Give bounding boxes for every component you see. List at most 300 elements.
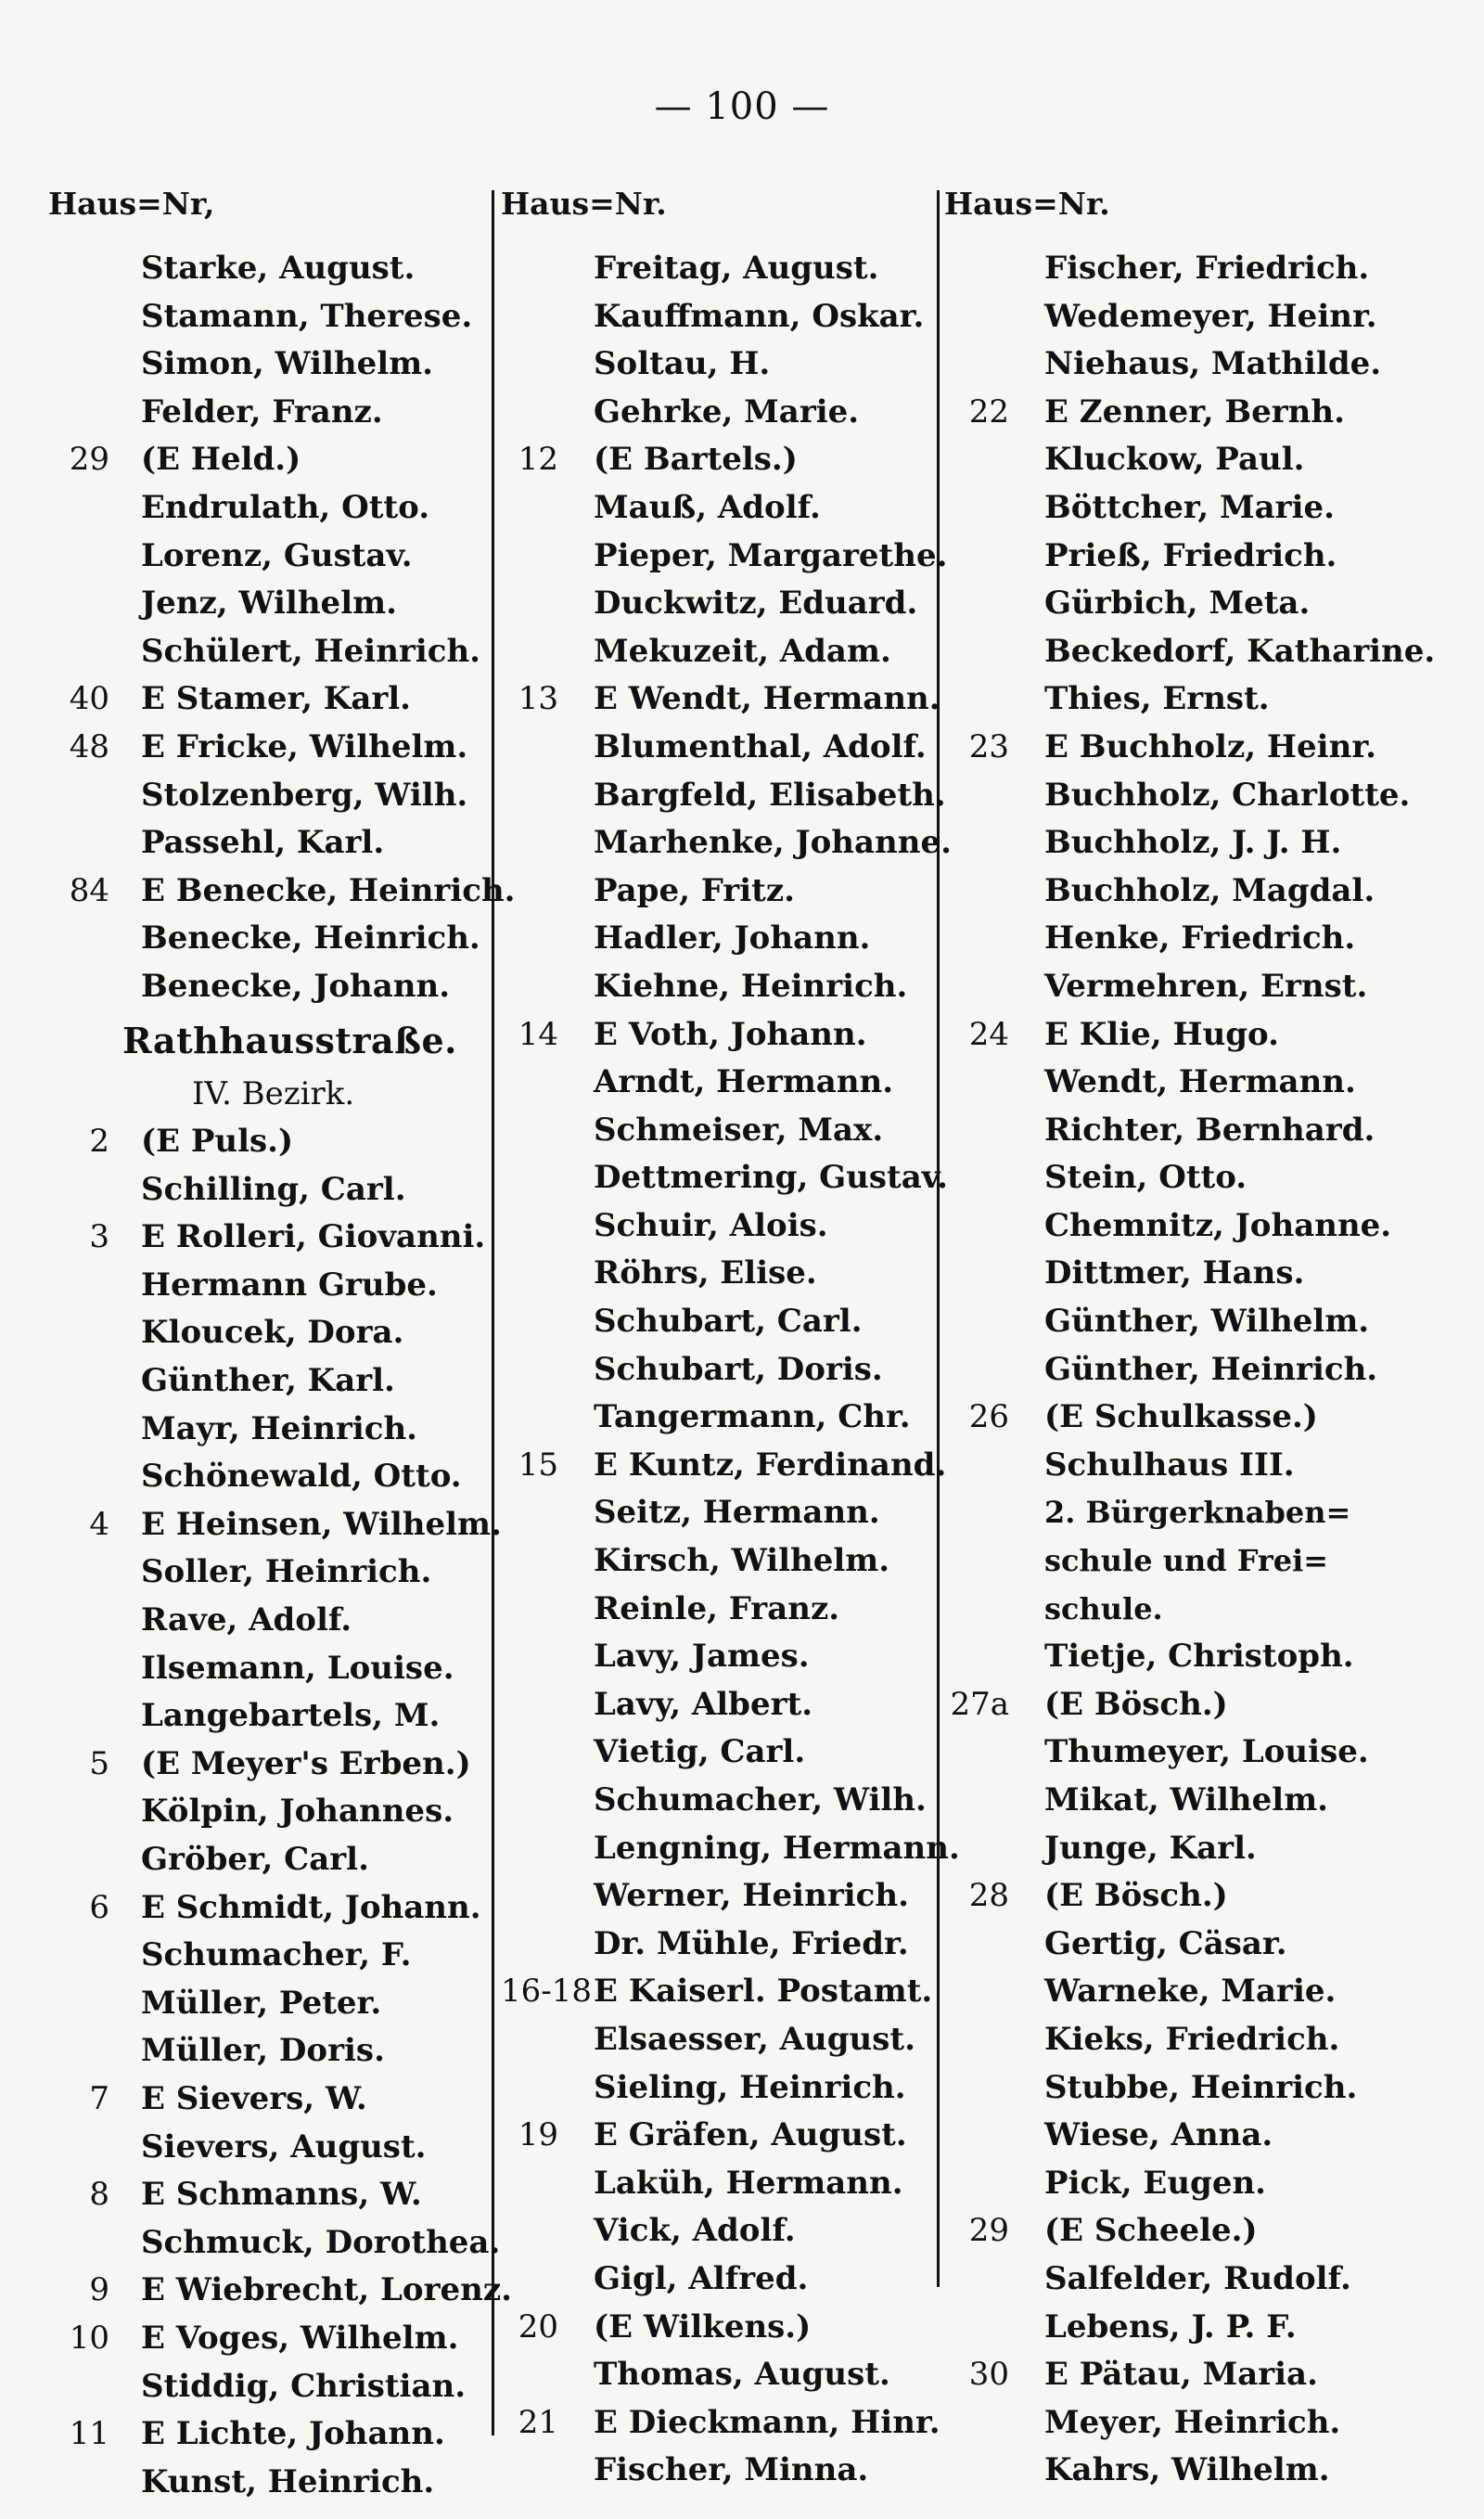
- directory-row: [944, 963, 1464, 1011]
- resident-name: Benecke, Heinrich.: [141, 919, 480, 957]
- directory-row: [48, 963, 531, 1011]
- directory-row: [501, 915, 965, 963]
- directory-row: [501, 1633, 965, 1681]
- column-header: Haus=Nr.: [501, 186, 667, 222]
- directory-row: [48, 2363, 531, 2411]
- resident-name: Sieling, Heinrich.: [594, 2068, 906, 2106]
- directory-row: [48, 2315, 531, 2363]
- directory-row: [944, 533, 1464, 581]
- directory-row: [944, 1394, 1464, 1442]
- directory-row: [48, 484, 531, 533]
- page-number: — 100 —: [654, 85, 830, 128]
- directory-row: [48, 2027, 531, 2076]
- directory-row: [944, 1633, 1464, 1681]
- resident-name: Kahrs, Wilhelm.: [1044, 2451, 1330, 2489]
- directory-row: [48, 436, 531, 484]
- resident-name: Prieß, Friedrich.: [1044, 536, 1337, 574]
- resident-name: Schubart, Carl.: [594, 1303, 863, 1341]
- resident-name: Soller, Heinrich.: [141, 1553, 432, 1591]
- directory-row: [501, 245, 965, 293]
- resident-name: Stiddig, Christian.: [141, 2367, 467, 2405]
- resident-name: Schuir, Alois.: [594, 1206, 828, 1244]
- resident-name: Wendt, Hermann.: [1044, 1063, 1356, 1101]
- resident-name: Buchholz, Magdal.: [1044, 871, 1375, 909]
- resident-name: Günther, Karl.: [141, 1362, 395, 1400]
- resident-name: Günther, Heinrich.: [1044, 1350, 1378, 1388]
- resident-name: (E Bösch.): [1044, 1877, 1228, 1915]
- resident-name: Elsaesser, August.: [594, 2020, 915, 2058]
- directory-row: [501, 293, 965, 341]
- directory-row: [48, 1262, 531, 1310]
- directory-row: [501, 1202, 965, 1251]
- directory-row: [48, 1357, 531, 1406]
- street-name: Rathhausstraße.: [122, 1019, 457, 1061]
- resident-name: Röhrs, Elise.: [594, 1254, 817, 1292]
- house-number: 9: [89, 2271, 109, 2309]
- resident-name: E Klie, Hugo.: [1044, 1015, 1279, 1053]
- resident-name: Pape, Fritz.: [594, 871, 795, 909]
- house-number: 29: [69, 441, 109, 479]
- directory-row: [48, 1214, 531, 1262]
- directory-row: [944, 2160, 1464, 2208]
- directory-row: [501, 2399, 965, 2448]
- resident-name: Fischer, Minna.: [594, 2451, 869, 2489]
- directory-row: [944, 484, 1464, 533]
- resident-name: Gertig, Cäsar.: [1044, 1924, 1287, 1962]
- directory-row: [501, 2351, 965, 2399]
- house-number: 48: [69, 727, 109, 765]
- resident-name: schule und Frei=: [1044, 1543, 1329, 1579]
- directory-row: [501, 1729, 965, 1777]
- house-number: 21: [518, 2403, 558, 2441]
- directory-row: [48, 293, 531, 341]
- directory-row: [944, 628, 1464, 676]
- resident-name: Ilsemann, Louise.: [141, 1649, 454, 1687]
- directory-row: [48, 580, 531, 628]
- directory-row: [944, 675, 1464, 724]
- resident-name: Schumacher, F.: [141, 1936, 412, 1974]
- directory-row: [48, 1645, 531, 1693]
- resident-name: Thies, Ernst.: [1044, 680, 1270, 718]
- resident-name: schule.: [1044, 1590, 1163, 1626]
- resident-name: Lebens, J. P. F.: [1044, 2307, 1297, 2345]
- resident-name: Buchholz, J. J. H.: [1044, 824, 1342, 862]
- house-number: 23: [968, 727, 1009, 765]
- resident-name: Kloucek, Dora.: [141, 1314, 404, 1352]
- house-number: 5: [89, 1744, 109, 1782]
- resident-name: Werner, Heinrich.: [594, 1877, 909, 1915]
- street-heading: [48, 1011, 531, 1071]
- resident-name: Pieper, Margarethe.: [594, 536, 948, 574]
- house-number: 3: [89, 1218, 109, 1256]
- resident-name: Richter, Bernhard.: [1044, 1111, 1375, 1149]
- directory-row: [48, 2459, 531, 2507]
- directory-row: [501, 1059, 965, 1107]
- resident-name: E Stamer, Karl.: [141, 680, 412, 718]
- resident-name: Jenz, Wilhelm.: [141, 585, 397, 623]
- directory-row: [501, 2112, 965, 2160]
- resident-name: Dr. Mühle, Friedr.: [594, 1924, 909, 1962]
- resident-name: Vietig, Carl.: [594, 1733, 806, 1771]
- resident-name: Thumeyer, Louise.: [1044, 1733, 1369, 1771]
- directory-row: [501, 963, 965, 1011]
- resident-name: Fischer, Friedrich.: [1044, 250, 1370, 287]
- resident-name: E Lichte, Johann.: [141, 2415, 445, 2453]
- resident-name: E Buchholz, Heinr.: [1044, 727, 1376, 765]
- house-number: 8: [89, 2176, 109, 2214]
- house-number: 6: [89, 1888, 109, 1926]
- resident-name: Böttcher, Marie.: [1044, 488, 1335, 526]
- directory-row: [501, 2016, 965, 2064]
- directory-row: [944, 2064, 1464, 2113]
- directory-row: [944, 1921, 1464, 1969]
- directory-row: [501, 1777, 965, 1825]
- directory-row: [48, 1932, 531, 1980]
- directory-row: [48, 1692, 531, 1741]
- directory-row: [48, 724, 531, 772]
- resident-name: (E Meyer's Erben.): [141, 1744, 471, 1782]
- resident-name: Müller, Doris.: [141, 2032, 385, 2070]
- house-number: 10: [69, 2319, 109, 2357]
- resident-name: Kunst, Heinrich.: [141, 2462, 435, 2500]
- house-number: 27a: [950, 1685, 1009, 1723]
- directory-row: [944, 245, 1464, 293]
- directory-row: [944, 772, 1464, 820]
- directory-row: [501, 389, 965, 437]
- directory-row: [501, 2447, 965, 2495]
- resident-name: E Kuntz, Ferdinand.: [594, 1446, 947, 1484]
- resident-name: Simon, Wilhelm.: [141, 345, 434, 383]
- resident-name: Freitag, August.: [594, 250, 879, 287]
- directory-row: [48, 2267, 531, 2315]
- directory-row: [944, 2256, 1464, 2304]
- resident-name: Lorenz, Gustav.: [141, 536, 413, 574]
- directory-row: [944, 2399, 1464, 2448]
- house-number: 40: [69, 680, 109, 718]
- directory-row: [944, 1346, 1464, 1394]
- resident-name: Langebartels, M.: [141, 1697, 441, 1735]
- directory-row: [501, 1921, 965, 1969]
- directory-row: [944, 1825, 1464, 1873]
- district-label: [48, 1071, 531, 1119]
- directory-row: [501, 1825, 965, 1873]
- directory-row: [501, 1250, 965, 1298]
- resident-name: Mikat, Wilhelm.: [1044, 1781, 1329, 1819]
- house-number: 12: [518, 441, 558, 479]
- directory-row: [48, 628, 531, 676]
- resident-name: Meyer, Heinrich.: [1044, 2403, 1341, 2441]
- directory-row: [48, 819, 531, 868]
- resident-name: Starke, August.: [141, 250, 416, 287]
- directory-row: [944, 1107, 1464, 1155]
- directory-row: [48, 2171, 531, 2219]
- resident-name: E Dieckmann, Hinr.: [594, 2403, 940, 2441]
- directory-row: [944, 1442, 1464, 1490]
- house-number: 22: [968, 392, 1009, 431]
- directory-row: [48, 1788, 531, 1836]
- directory-row: [944, 2447, 1464, 2495]
- directory-row: [944, 1777, 1464, 1825]
- resident-name: E Schmanns, W.: [141, 2176, 422, 2214]
- resident-name: (E Bösch.): [1044, 1685, 1228, 1723]
- resident-name: Chemnitz, Johanne.: [1044, 1206, 1392, 1244]
- resident-name: Schmuck, Dorothea.: [141, 2223, 501, 2261]
- resident-name: E Kaiserl. Postamt.: [594, 1973, 933, 2011]
- resident-name: Felder, Franz.: [141, 392, 383, 431]
- entry-list: [48, 245, 531, 2506]
- directory-row: [48, 1836, 531, 1884]
- resident-name: (E Bartels.): [594, 441, 798, 479]
- resident-name: E Rolleri, Giovanni.: [141, 1218, 486, 1256]
- resident-name: Junge, Karl.: [1044, 1829, 1257, 1867]
- resident-name: Schulhaus III.: [1044, 1446, 1295, 1484]
- column-header: Haus=Nr,: [48, 186, 215, 222]
- resident-name: Gürbich, Meta.: [1044, 585, 1311, 623]
- directory-row: [501, 1968, 965, 2016]
- directory-row: [944, 915, 1464, 963]
- directory-row: [501, 1154, 965, 1202]
- directory-row: [48, 1741, 531, 1789]
- house-number: 28: [968, 1877, 1009, 1915]
- house-number: 30: [968, 2356, 1009, 2394]
- directory-row: [48, 675, 531, 724]
- resident-name: IV. Bezirk.: [192, 1074, 355, 1112]
- resident-name: E Schmidt, Johann.: [141, 1888, 481, 1926]
- resident-name: E Zenner, Bernh.: [1044, 392, 1345, 431]
- directory-row: [944, 1154, 1464, 1202]
- house-number: 19: [518, 2116, 558, 2154]
- resident-name: E Benecke, Heinrich.: [141, 871, 516, 909]
- resident-name: Soltau, H.: [594, 345, 771, 383]
- resident-name: (E Wilkens.): [594, 2307, 812, 2345]
- directory-row: [944, 293, 1464, 341]
- resident-name: Niehaus, Mathilde.: [1044, 345, 1382, 383]
- directory-row: [48, 772, 531, 820]
- house-number: 2: [89, 1123, 109, 1161]
- resident-name: Rave, Adolf.: [141, 1601, 352, 1639]
- resident-name: Tietje, Christoph.: [1044, 1638, 1354, 1676]
- directory-row: [944, 1872, 1464, 1921]
- resident-name: Schmeiser, Max.: [594, 1111, 884, 1149]
- house-number: 4: [89, 1505, 109, 1543]
- resident-name: Passehl, Karl.: [141, 824, 385, 862]
- house-number: 24: [968, 1015, 1009, 1053]
- directory-row: [944, 389, 1464, 437]
- resident-name: Gröber, Carl.: [141, 1841, 369, 1878]
- directory-row: [944, 1729, 1464, 1777]
- directory-row: [501, 724, 965, 772]
- resident-name: E Pätau, Maria.: [1044, 2356, 1318, 2394]
- resident-name: Warneke, Marie.: [1044, 1973, 1337, 2011]
- directory-row: [944, 2207, 1464, 2256]
- resident-name: Kluckow, Paul.: [1044, 441, 1305, 479]
- resident-name: (E Schulkasse.): [1044, 1398, 1318, 1436]
- resident-name: Kölpin, Johannes.: [141, 1793, 454, 1831]
- resident-name: Salfelder, Rudolf.: [1044, 2259, 1351, 2297]
- directory-row: [48, 1166, 531, 1215]
- directory-row: [48, 1406, 531, 1454]
- house-number: 14: [518, 1015, 558, 1053]
- directory-row: [944, 1250, 1464, 1298]
- entry-list: [944, 245, 1464, 2495]
- resident-name: Laküh, Hermann.: [594, 2164, 903, 2202]
- directory-row: [48, 2410, 531, 2459]
- resident-name: Benecke, Johann.: [141, 967, 451, 1005]
- directory-row: [944, 1011, 1464, 1060]
- directory-row: [944, 1298, 1464, 1346]
- resident-name: Kirsch, Wilhelm.: [594, 1542, 890, 1580]
- directory-row: [944, 2351, 1464, 2399]
- directory-row: [944, 819, 1464, 868]
- resident-name: Mayr, Heinrich.: [141, 1409, 418, 1447]
- resident-name: Schubart, Doris.: [594, 1350, 883, 1388]
- directory-row: [48, 1549, 531, 1597]
- resident-name: Kauffmann, Oskar.: [594, 297, 925, 335]
- directory-row: [501, 1346, 965, 1394]
- resident-name: Schülert, Heinrich.: [141, 632, 481, 670]
- directory-row: [501, 1537, 965, 1586]
- directory-row: [48, 2076, 531, 2124]
- directory-row: [48, 1884, 531, 1933]
- directory-row: [48, 1501, 531, 1549]
- resident-name: Sievers, August.: [141, 2127, 427, 2166]
- directory-row: [48, 2219, 531, 2268]
- directory-row: [48, 1309, 531, 1357]
- directory-row: [944, 1681, 1464, 1729]
- resident-name: Schumacher, Wilh.: [594, 1781, 927, 1819]
- resident-name: Schönewald, Otto.: [141, 1458, 462, 1496]
- resident-name: E Wendt, Hermann.: [594, 680, 940, 718]
- directory-row: [944, 1537, 1464, 1586]
- directory-row: [944, 1586, 1464, 1634]
- directory-row: [501, 533, 965, 581]
- directory-row: [501, 772, 965, 820]
- directory-row: [48, 389, 531, 437]
- directory-row: [944, 1489, 1464, 1537]
- resident-name: Vermehren, Ernst.: [1044, 967, 1368, 1005]
- resident-name: Reinle, Franz.: [594, 1589, 840, 1627]
- resident-name: Vick, Adolf.: [594, 2212, 796, 2250]
- resident-name: Gigl, Alfred.: [594, 2259, 809, 2297]
- directory-row: [944, 1202, 1464, 1251]
- directory-row: [48, 1980, 531, 2028]
- resident-name: E Wiebrecht, Lorenz.: [141, 2271, 512, 2309]
- house-number: 20: [518, 2307, 558, 2345]
- directory-row: [48, 2124, 531, 2172]
- resident-name: Dittmer, Hans.: [1044, 1254, 1305, 1292]
- resident-name: Hadler, Johann.: [594, 919, 871, 957]
- resident-name: Lengning, Hermann.: [594, 1829, 960, 1867]
- directory-row: [501, 1872, 965, 1921]
- resident-name: Stamann, Therese.: [141, 297, 473, 335]
- directory-row: [501, 2256, 965, 2304]
- resident-name: Arndt, Hermann.: [594, 1063, 894, 1101]
- directory-row: [944, 1059, 1464, 1107]
- resident-name: Blumenthal, Adolf.: [594, 727, 927, 765]
- resident-name: Stein, Otto.: [1044, 1159, 1247, 1197]
- directory-row: [501, 1442, 965, 1490]
- directory-row: [944, 1968, 1464, 2016]
- house-number: 16-18: [501, 1973, 593, 2011]
- directory-row: [501, 2064, 965, 2113]
- directory-row: [501, 2160, 965, 2208]
- resident-name: Tangermann, Chr.: [594, 1398, 911, 1436]
- resident-name: Buchholz, Charlotte.: [1044, 776, 1411, 814]
- resident-name: Henke, Friedrich.: [1044, 919, 1356, 957]
- resident-name: Wedemeyer, Heinr.: [1044, 297, 1377, 335]
- house-number: 29: [968, 2212, 1009, 2250]
- directory-row: [501, 2207, 965, 2256]
- resident-name: Lavy, James.: [594, 1638, 810, 1676]
- resident-name: Lavy, Albert.: [594, 1685, 813, 1723]
- directory-row: [48, 1118, 531, 1166]
- directory-row: [501, 819, 965, 868]
- directory-row: [501, 1298, 965, 1346]
- resident-name: Bargfeld, Elisabeth.: [594, 776, 946, 814]
- resident-name: E Fricke, Wilhelm.: [141, 727, 468, 765]
- directory-row: [48, 868, 531, 916]
- resident-name: Kieks, Friedrich.: [1044, 2020, 1340, 2058]
- directory-row: [944, 2112, 1464, 2160]
- directory-row: [501, 1107, 965, 1155]
- directory-row: [944, 2304, 1464, 2352]
- directory-row: [48, 915, 531, 963]
- resident-name: (E Held.): [141, 441, 301, 479]
- column-1: [48, 186, 531, 2506]
- directory-row: [501, 484, 965, 533]
- resident-name: Pick, Eugen.: [1044, 2164, 1267, 2202]
- resident-name: Mekuzeit, Adam.: [594, 632, 891, 670]
- resident-name: Thomas, August.: [594, 2356, 890, 2394]
- resident-name: E Heinsen, Wilhelm.: [141, 1505, 502, 1543]
- directory-row: [944, 436, 1464, 484]
- directory-row: [501, 1681, 965, 1729]
- house-number: 15: [518, 1446, 558, 1484]
- resident-name: E Gräfen, August.: [594, 2116, 907, 2154]
- directory-row: [501, 1011, 965, 1060]
- directory-row: [48, 341, 531, 389]
- directory-row: [944, 724, 1464, 772]
- directory-row: [501, 868, 965, 916]
- directory-row: [944, 341, 1464, 389]
- directory-row: [501, 1489, 965, 1537]
- resident-name: Endrulath, Otto.: [141, 488, 430, 526]
- resident-name: E Voges, Wilhelm.: [141, 2319, 459, 2357]
- resident-name: Seitz, Hermann.: [594, 1494, 880, 1532]
- directory-row: [501, 2304, 965, 2352]
- house-number: 11: [69, 2415, 109, 2453]
- resident-name: Dettmering, Gustav.: [594, 1159, 948, 1197]
- directory-row: [501, 628, 965, 676]
- house-number: 13: [518, 680, 558, 718]
- directory-row: [501, 1586, 965, 1634]
- directory-row: [48, 1597, 531, 1645]
- house-number: 84: [69, 871, 109, 909]
- resident-name: Kiehne, Heinrich.: [594, 967, 908, 1005]
- resident-name: Schilling, Carl.: [141, 1170, 406, 1208]
- directory-row: [48, 1453, 531, 1501]
- resident-name: Beckedorf, Katharine.: [1044, 632, 1436, 670]
- resident-name: 2. Bürgerknaben=: [1044, 1495, 1351, 1531]
- column-3: [944, 186, 1464, 2495]
- column-header: Haus=Nr.: [944, 186, 1110, 222]
- resident-name: Günther, Wilhelm.: [1044, 1303, 1370, 1341]
- entry-list: [501, 245, 965, 2495]
- house-number: 26: [968, 1398, 1009, 1436]
- directory-row: [944, 580, 1464, 628]
- resident-name: Stubbe, Heinrich.: [1044, 2068, 1358, 2106]
- directory-row: [501, 341, 965, 389]
